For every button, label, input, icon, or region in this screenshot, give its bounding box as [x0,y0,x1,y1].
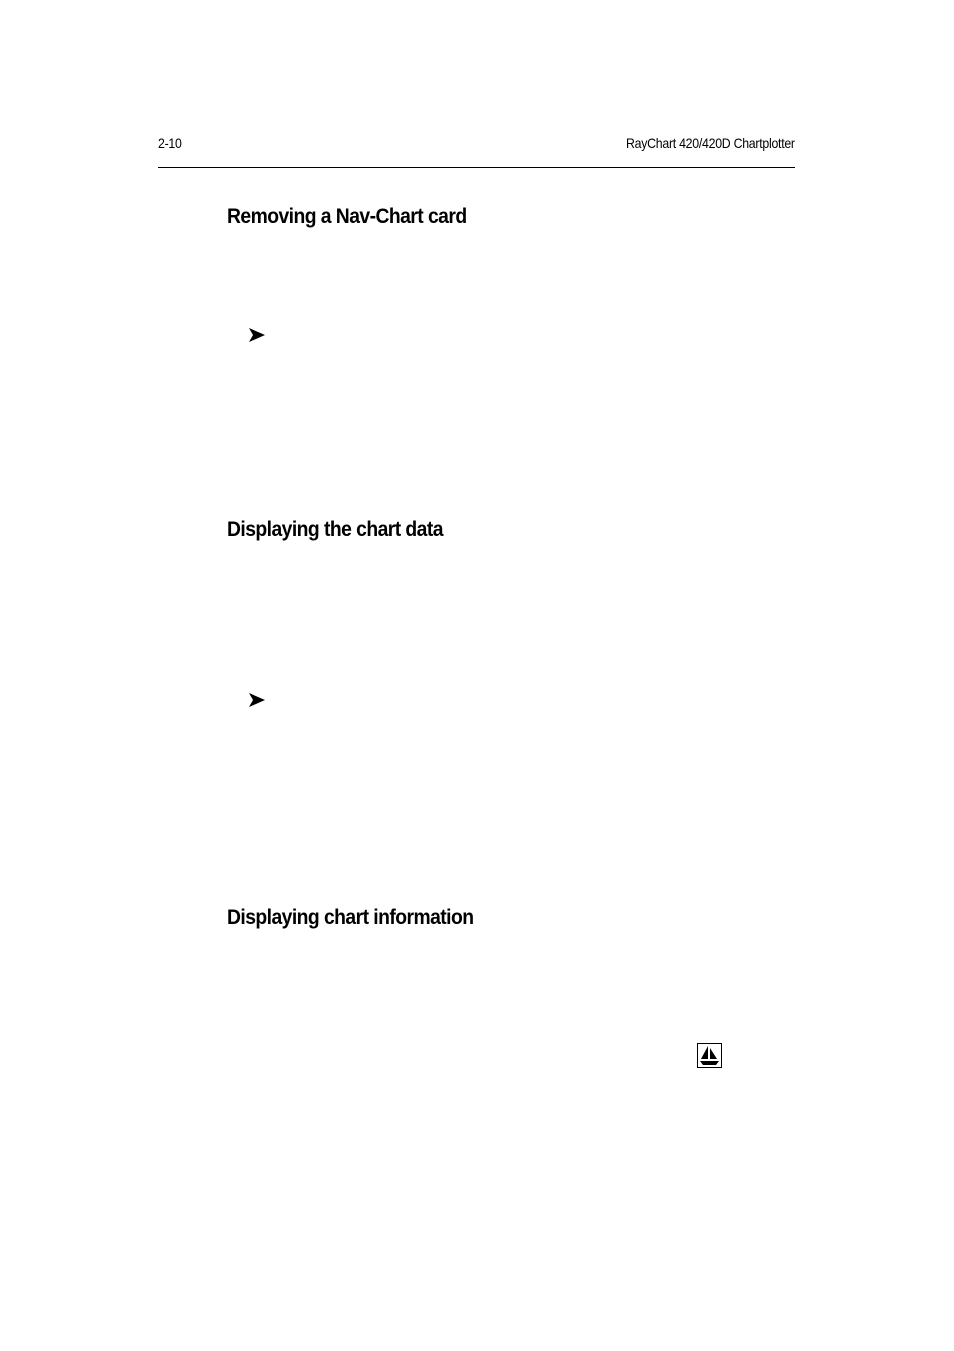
arrow-right-icon [249,328,265,342]
arrow-right-icon [249,693,265,707]
page-number: 2-10 [158,135,182,151]
section-heading-removing-card: Removing a Nav-Chart card [227,205,467,228]
section-heading-chart-information: Displaying chart information [227,906,474,929]
header-divider [158,167,795,168]
sailboat-icon [697,1043,722,1068]
running-title: RayChart 420/420D Chartplotter [626,135,795,151]
section-heading-chart-data: Displaying the chart data [227,518,443,541]
